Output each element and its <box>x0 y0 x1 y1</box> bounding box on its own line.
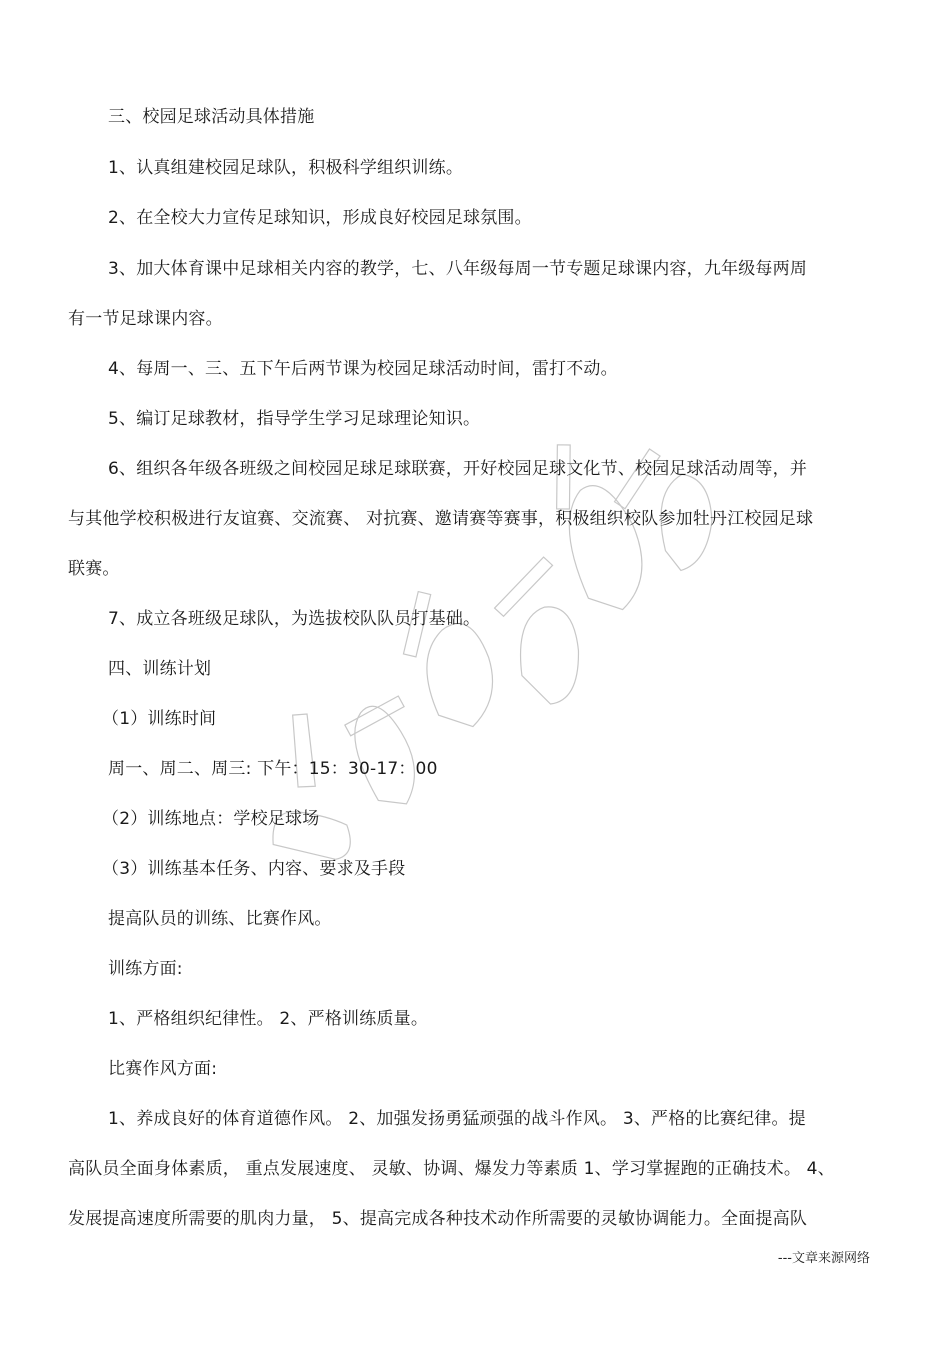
paragraph-line: 有一节足球课内容。 <box>68 309 223 329</box>
paragraph-line: 周一、周二、周三: 下午：15：30-17：00 <box>108 759 438 779</box>
paragraph-line: 2、在全校大力宣传足球知识，形成良好校园足球氛围。 <box>108 208 532 228</box>
paragraph-line: 1、养成良好的体育道德作风。 2、加强发扬勇猛顽强的战斗作风。 3、严格的比赛纪律。提 <box>108 1109 806 1129</box>
paragraph-line: 3、加大体育课中足球相关内容的教学，七、八年级每周一节专题足球课内容，九年级每两周 <box>108 259 808 279</box>
paragraph-line: 提高队员的训练、比赛作风。 <box>108 909 332 929</box>
subheading-training-tasks: （3）训练基本任务、内容、要求及手段 <box>102 859 406 879</box>
paragraph-line: 高队员全面身体素质， 重点发展速度、 灵敏、协调、爆发力等素质 1、学习掌握跑的正确技术。 4、 <box>68 1159 835 1179</box>
source-footer: ---文章来源网络 <box>777 1251 870 1266</box>
paragraph-line: 训练方面: <box>108 959 183 979</box>
paragraph-line: 比赛作风方面: <box>108 1059 218 1079</box>
paragraph-line: 发展提高速度所需要的肌肉力量， 5、提高完成各种技术动作所需要的灵敏协调能力。全面提高队 <box>68 1209 808 1229</box>
section-heading-training-plan: 四、训练计划 <box>108 659 212 679</box>
subheading-training-time: （1）训练时间 <box>102 709 217 729</box>
paragraph-line: 1、认真组建校园足球队，积极科学组织训练。 <box>108 158 464 178</box>
paragraph-line: 7、成立各班级足球队，为选拔校队队员打基础。 <box>108 609 481 629</box>
paragraph-line: 联赛。 <box>68 559 120 579</box>
paragraph-line: 4、每周一、三、五下午后两节课为校园足球活动时间，雷打不动。 <box>108 359 618 379</box>
paragraph-line: 1、严格组织纪律性。 2、严格训练质量。 <box>108 1009 429 1029</box>
paragraph-line: 6、组织各年级各班级之间校园足球足球联赛，开好校园足球文化节、校园足球活动周等，并 <box>108 459 808 479</box>
paragraph-line: 5、编订足球教材，指导学生学习足球理论知识。 <box>108 409 481 429</box>
section-heading-measures: 三、校园足球活动具体措施 <box>108 107 315 127</box>
paragraph-line: 与其他学校积极进行友谊赛、交流赛、 对抗赛、邀请赛等赛事，积极组织校队参加牡丹江校园足球 <box>68 509 814 529</box>
subheading-training-location: （2）训练地点：学校足球场 <box>102 809 320 829</box>
